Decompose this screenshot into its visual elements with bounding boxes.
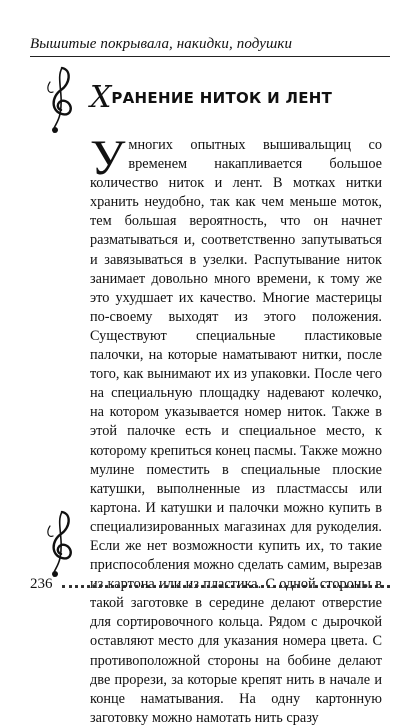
drop-cap: У: [90, 129, 126, 185]
section-title-initial: Х: [90, 80, 112, 115]
body-paragraph: [90, 129, 382, 728]
page-footer: [30, 576, 390, 592]
body-text: многих опытных вышивальщиц со временем накапливается большое количество ниток и лент. В мотках нитки хранить неудобно, так как чем меньше моток, тем большая вероятность, что он начнет разматываться и, соответственно запутываться и завязываться в узелки. Распутывание ниток занимает довольно много времени, к тому же это ухудшает их качество. Многие мастерицы по-своему выходят из этого положения. Существуют специальные пластиковые палочки, на которые наматывают нитки, после того, как вынимают их из упаковки. После чего на специальную площадку надевают колечко, на котором указывается номер ниток. Также в этой палочке есть и специальное место, к которому крепиться конец пасмы. Также можно мулине поместить в специальные плоские катушки, выполненные из пластмассы или картона. И катушки и палочки можно купить в специализированных магазинах для рукоделия. Если же нет возможности купить их, то такие приспособления можно сделать самим, вырезав из картона или из пластика. С одной стороны в такой заготовке в середине делают отверстие для сортировочного кольца. Рядом с дырочкой оставляют место для указания номера цвета. С противоположной стороны на бобине делают две прорези, за которые крепят нить в начале и конце наматывания. На одну картонную заготовку можно намотать нить сразу: [90, 137, 382, 726]
section-title-text: РАНЕНИЕ НИТОК И ЛЕНТ: [111, 89, 333, 107]
dotted-rule: [62, 585, 390, 588]
treble-clef-flourish-icon: [44, 508, 80, 580]
running-head: Вышитые покрывала, накидки, подушки: [30, 36, 293, 52]
page-number: 236: [30, 576, 53, 592]
header-rule: [30, 56, 390, 57]
section-title: [90, 80, 332, 115]
treble-clef-flourish-icon: [44, 64, 80, 136]
